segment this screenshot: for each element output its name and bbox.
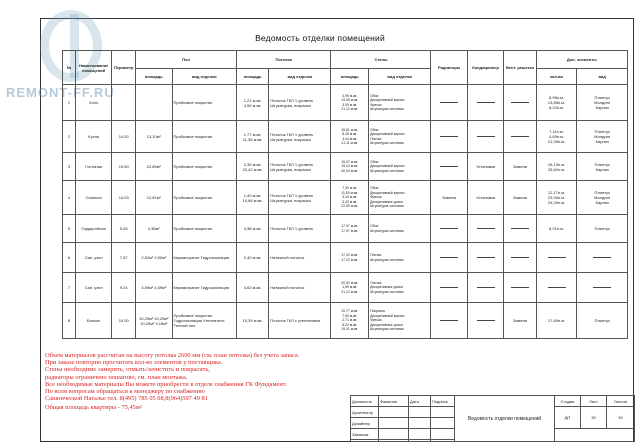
note-line: Сашнической Наталье тел. 8(495) 785 05 08,8(964)597 49 81 (45, 395, 208, 403)
cell-extra-qty-line: 21,09п.м. (547, 139, 566, 144)
cell-extra-kind-line: Плинтус (594, 190, 610, 195)
cell-wall-area-line: 4,99 м.кв. (342, 93, 358, 98)
empty-dash (511, 102, 529, 103)
cell-floor-area: 12,61м² (136, 181, 173, 215)
cell-wall-area-line: 11,50 м.кв. (341, 190, 359, 195)
cell-wall-area (331, 215, 369, 243)
cell-floor-area: 4,38м² (136, 215, 173, 243)
cell-ceiling-type-line: Штукатурка, покраска (270, 102, 311, 108)
th-wall-area: площадь (331, 69, 369, 85)
cell-wall-area-line: 22,50 м.кв. (341, 204, 359, 209)
table-row (63, 153, 628, 181)
note-line: Общая площадь квартиры - 75,45м² (45, 404, 142, 412)
empty-dash (440, 257, 458, 258)
cell-wall-area-line: 15,07 м.кв. (341, 159, 359, 164)
cell-ceiling-area (236, 121, 268, 153)
empty-dash (440, 136, 458, 137)
cell-ceiling-area-line: 4,59 м.кв. (243, 102, 262, 108)
empty-dash (593, 287, 611, 288)
empty-dash (477, 320, 495, 321)
cell-extra-kind-line: Молдинг (594, 134, 611, 139)
stamp-h-sign: Подпись (431, 396, 455, 407)
cell-extra-qty (536, 153, 577, 181)
cell-wall-type-line: Штукатурка чистовая (370, 257, 404, 262)
cell-room-name: Спальня (75, 181, 112, 215)
note-line: Стены необходимо замерить, отмыть/зачистить и покрасить, (45, 366, 210, 374)
cell-wall-type (369, 243, 431, 273)
cell-ceiling-area (236, 273, 268, 303)
cell-vents: Замена (504, 181, 536, 215)
cell-room-name: Гостиная (75, 153, 112, 181)
cell-radiators (431, 85, 468, 121)
cell-room-name: Сан. узел (75, 273, 112, 303)
cell-extra-qty-line: 8,01п.м. (549, 226, 564, 231)
empty-dash (511, 257, 529, 258)
cell-ceiling-type-line: Потолок ГКЛ 1 уровень (270, 97, 314, 103)
cell-floor-type: Пробковое покрытие (172, 215, 236, 243)
cell-wall-area-line: 16,81 м.кв. (341, 127, 359, 132)
stamp-sheets-label: Листов (607, 396, 635, 407)
note-line: Объем материалов рассчитан на высоту потолка 2600 мм (см. план потолка) без учета запаса. (45, 352, 300, 359)
cell-extra-kind-line: Карниз (595, 139, 609, 144)
cell-perimeter: 7.87 (112, 243, 136, 273)
cell-vents (504, 243, 536, 273)
cell-wall-area-line: 17,07 м.кв. (341, 228, 359, 233)
cell-wall-area (331, 181, 369, 215)
cell-extra-kind (577, 85, 628, 121)
cell-wall-type-line: Обои (370, 93, 379, 98)
cell-ceiling-area (236, 303, 268, 339)
cell-wall-area (331, 243, 369, 273)
cell-radiators (431, 153, 468, 181)
table-row (63, 85, 628, 121)
cell-perimeter: 14.52 (112, 121, 136, 153)
empty-dash (548, 257, 566, 258)
empty-dash (477, 287, 495, 288)
cell-num: 2 (63, 121, 76, 153)
cell-conditioners (467, 303, 504, 339)
empty-dash (511, 228, 529, 229)
cell-extra-qty-line: 15,13п.м. (547, 161, 566, 167)
empty-dash (477, 257, 495, 258)
cell-ceiling-area-line: 4,63 м.кв. (243, 285, 262, 290)
cell-wall-type-line: Декоративный кирпич (370, 98, 405, 102)
cell-extra-qty-line: 12,17п.м. (547, 190, 566, 195)
cell-wall-area-line: 3,09 м.кв. (342, 102, 358, 107)
cell-wall-type-line: Фреска (370, 318, 382, 323)
cell-radiators (431, 303, 468, 339)
th-conditioners: Кондиционер (467, 51, 504, 85)
cell-radiators (431, 243, 468, 273)
cell-extra-qty (536, 121, 577, 153)
cell-ceiling-area-line: 1,21 м.кв. (243, 97, 262, 103)
th-ceiling-type: вид отделки (269, 69, 331, 85)
cell-ceiling-type-line: Потолок ГКЛ 1 уровень (270, 161, 314, 167)
cell-num: 6 (63, 243, 76, 273)
table-row (63, 181, 628, 215)
cell-extra-qty (536, 303, 577, 339)
stamp-sheet: 30 (581, 407, 607, 429)
cell-extra-kind-line: Плинтус (594, 226, 610, 231)
cell-room-name: Гардеробная (75, 215, 112, 243)
th-wall-type: вид отделки (369, 69, 431, 85)
cell-perimeter (112, 85, 136, 121)
cell-wall-type-line: Декоративный кирпич (370, 132, 405, 136)
cell-wall-type-line: Фреска (370, 195, 382, 200)
cell-perimeter: 5.05 (112, 215, 136, 243)
cell-wall-area-line: 17,22 м.кв. (341, 253, 359, 257)
cell-wall-area-line: 19,01 м.кв. (341, 327, 359, 332)
cell-room-name: Сан. узел (75, 243, 112, 273)
cell-wall-area-line: 7,50 м.кв. (342, 313, 358, 318)
cell-floor-type: Пробковое покрытие (172, 153, 236, 181)
cell-conditioners (467, 121, 504, 153)
cell-ceiling-type (269, 181, 331, 215)
cell-conditioners (467, 243, 504, 273)
cell-vents (504, 273, 536, 303)
cell-wall-area-line: 3,32 м.кв. (342, 199, 358, 204)
cell-num: 1 (63, 85, 76, 121)
th-perimeter: Периметр (112, 51, 136, 85)
cell-wall-type-line: Обои (370, 159, 379, 164)
cell-extra-qty-line: 17,60п.м. (547, 318, 566, 323)
cell-ceiling-type-line: Потолок ГКЛ 1 уровень (270, 192, 314, 198)
cell-wall-type-line: Плитка (370, 136, 382, 141)
cell-wall-area (331, 303, 369, 339)
cell-ceiling-area (236, 153, 268, 181)
cell-ceiling-type (269, 153, 331, 181)
cell-ceiling-area-line: 1,40 м.кв. (243, 192, 262, 198)
cell-wall-type-line: Декоративный кирпич (370, 164, 405, 169)
cell-wall-type-line: Штукатурка чистовая (370, 327, 404, 332)
cell-conditioners: Установка (467, 181, 504, 215)
table-row (63, 215, 628, 243)
stamp-doc-name: Ведомость отделки помещений (455, 396, 555, 442)
cell-wall-area-line: 8,22 м.кв. (342, 322, 358, 327)
stamp-stage: ДП (555, 407, 581, 429)
th-floor-area: площадь (136, 69, 173, 85)
th-ceiling-area: площадь (236, 69, 268, 85)
cell-wall-type-line: Плитка (370, 280, 382, 285)
cell-conditioners (467, 273, 504, 303)
cell-extra-kind-line: Плинтус (594, 318, 610, 323)
cell-wall-type-line: Плитка (370, 253, 382, 257)
cell-wall-type-line: Декоративный кирпич (370, 313, 405, 318)
cell-wall-area-line: 2,71 м.кв. (342, 318, 358, 323)
cell-wall-area (331, 121, 369, 153)
cell-ceiling-area-line: 2,40 м.кв. (243, 255, 262, 260)
table-row (63, 273, 628, 303)
stamp-h-surname: Фамилия (379, 396, 409, 407)
cell-wall-area-line: 8,45 м.кв. (342, 132, 358, 136)
cell-wall-type-line: Штукатурка чистовая (370, 228, 404, 233)
cell-wall-type-line: Обои (370, 224, 379, 228)
cell-extra-qty-line: 25,62п.м. (547, 166, 566, 172)
cell-wall-area-line: 10,77 м.кв. (341, 309, 359, 314)
cell-wall-type-line: Фреска (370, 102, 382, 107)
note-line: При заказе повторно просчитать кол-во элементов у поставщика. (45, 359, 223, 367)
table-subheader-row (63, 69, 628, 85)
cell-radiators: Замена (431, 181, 468, 215)
empty-dash (440, 320, 458, 321)
table-row (63, 303, 628, 339)
cell-floor-type: Пробковое покрытие (172, 85, 236, 121)
cell-extra-qty (536, 181, 577, 215)
cell-conditioners (467, 85, 504, 121)
cell-wall-type (369, 85, 431, 121)
table-row (63, 243, 628, 273)
cell-wall-area-line: 40,04 м.кв. (341, 168, 359, 173)
cell-extra-qty-line: 13,85п.м. (547, 100, 566, 105)
title-block (350, 395, 634, 442)
cell-ceiling-type-line: Штукатурка, покраска (270, 136, 311, 142)
note-line: По всем вопросам обращаться к менеджеру по снабжению (45, 388, 205, 396)
cell-extra-kind (577, 215, 628, 243)
cell-wall-type (369, 153, 431, 181)
cell-extra-kind (577, 273, 628, 303)
cell-wall-type (369, 215, 431, 243)
cell-perimeter: 9.24 (112, 273, 136, 303)
cell-floor-area: 4,59м² 4,59м² (136, 273, 173, 303)
cell-perimeter: 10.00 (112, 303, 136, 339)
empty-dash (477, 136, 495, 137)
cell-radiators (431, 215, 468, 243)
cell-extra-kind-line: Плинтус (594, 161, 610, 167)
cell-wall-type-line: Обои (370, 186, 379, 191)
cell-wall-area-line: 3,10 м.кв. (342, 195, 358, 200)
cell-floor-type: Пробковое покрытие (172, 181, 236, 215)
cell-wall-area-line: 21,12 м.кв. (341, 107, 359, 111)
cell-ceiling-area-line: 4,38 м.кв. (243, 226, 262, 231)
cell-floor-area: 13,10м² (136, 121, 173, 153)
cell-wall-type-line: Покраска (370, 309, 385, 314)
cell-ceiling-type-line: Штукатурка, покраска (270, 197, 311, 203)
cell-extra-kind-line: Плинтус (594, 95, 610, 100)
cell-wall-area-line: 17,07 м.кв. (341, 224, 359, 228)
cell-wall-area (331, 153, 369, 181)
cell-extra-qty (536, 215, 577, 243)
cell-ceiling-type (269, 303, 331, 339)
stamp-role: Архитектор (351, 407, 379, 418)
cell-num: 4 (63, 181, 76, 215)
cell-ceiling-type-line: Потолок ГКЛ 1 уровень (270, 226, 314, 231)
cell-wall-type-line: Декоративные доски (370, 285, 403, 290)
cell-ceiling-type-line: Потолок ГКЛ с утеплением (270, 318, 321, 323)
cell-ceiling-area-line: 2,35 м.кв. (243, 161, 262, 167)
cell-wall-area-line: 7,30 м.кв. (342, 186, 358, 191)
cell-ceiling-area-line: 20,42 м.кв. (242, 166, 263, 172)
cell-wall-type (369, 121, 431, 153)
th-floor: Пол (136, 51, 237, 69)
note-line: радиаторы ограничено пошагово, см. план монтажа. (45, 373, 188, 381)
th-extra-kind: вид (577, 69, 628, 85)
cell-perimeter: 14.03 (112, 181, 136, 215)
cell-room-name: Кухня (75, 121, 112, 153)
cell-wall-area-line: 21,11 м.кв. (341, 141, 359, 145)
cell-wall-type-line: Декоративный кирпич (370, 190, 405, 195)
cell-extra-qty (536, 273, 577, 303)
cell-extra-kind-line: Молдинг (594, 195, 611, 200)
th-extra-elements: Доп. элементы (536, 51, 627, 69)
cell-ceiling-type-line: Натяжной потолок (270, 285, 305, 290)
cell-ceiling-type (269, 85, 331, 121)
cell-ceiling-area-line: 10,66 м.кв. (242, 197, 263, 203)
cell-floor-type: Керамогранит Гидроизоляция (172, 243, 236, 273)
cell-wall-area (331, 85, 369, 121)
cell-wall-area-line: 20,52 м.кв. (341, 280, 359, 285)
notes-block (45, 352, 350, 412)
cell-ceiling-area (236, 243, 268, 273)
cell-wall-area-line: 15,12 м.кв. (341, 164, 359, 169)
stamp-role: Заказчик (351, 429, 379, 440)
cell-vents (504, 121, 536, 153)
cell-floor-area: 2,52м² 2,50м² (136, 243, 173, 273)
table-row (63, 121, 628, 153)
cell-ceiling-type (269, 215, 331, 243)
cell-floor-area: 22,85м² (136, 153, 173, 181)
cell-ceiling-type (269, 121, 331, 153)
cell-floor-area: 10,29м² 10,29м² 10,29м² 9,18м² (136, 303, 173, 339)
cell-wall-type (369, 181, 431, 215)
cell-extra-kind (577, 121, 628, 153)
cell-num: 5 (63, 215, 76, 243)
empty-dash (511, 136, 529, 137)
cell-wall-type (369, 303, 431, 339)
cell-extra-kind-line: Плинтус (594, 129, 610, 134)
cell-wall-area-line: 1,59 м.кв. (342, 285, 358, 290)
cell-wall-area-line: 4,04 м.кв. (342, 136, 358, 141)
th-num: № (63, 51, 76, 85)
cell-room-name: Холл (75, 85, 112, 121)
cell-extra-qty (536, 85, 577, 121)
cell-wall-type-line: Штукатурка чистовая (370, 107, 404, 111)
cell-ceiling-area (236, 181, 268, 215)
cell-ceiling-type-line: Натяжной потолок (270, 255, 305, 260)
th-radiators: Радиаторы (431, 51, 468, 85)
cell-conditioners: Установка (467, 153, 504, 181)
cell-radiators (431, 121, 468, 153)
cell-ceiling-area (236, 85, 268, 121)
cell-vents (504, 85, 536, 121)
cell-ceiling-area-line: 1,77 м.кв. (243, 131, 262, 137)
empty-dash (440, 166, 458, 167)
cell-extra-kind (577, 243, 628, 273)
cell-extra-qty-line: 23,90п.м. (547, 195, 566, 200)
cell-vents: Замена (504, 303, 536, 339)
th-vent-grilles: Вент. решетки (504, 51, 536, 85)
cell-ceiling-type-line: Штукатурка, покраска (270, 166, 311, 172)
cell-ceiling-type (269, 273, 331, 303)
cell-extra-kind-line: Молдинг (594, 100, 611, 105)
cell-wall-type-line: Штукатурка чистовая (370, 289, 404, 294)
empty-dash (440, 287, 458, 288)
stamp-stage-label: Стадия (555, 396, 581, 407)
cell-floor-area (136, 85, 173, 121)
empty-dash (477, 228, 495, 229)
cell-room-name: Балкон (75, 303, 112, 339)
table-header-row (63, 51, 628, 69)
cell-extra-qty-line: 4,65п.м. (549, 134, 564, 139)
note-line: Все необходимые материалы Вы можете приобрести в отделе снабжения ГК Фундамент. (45, 380, 287, 388)
cell-radiators (431, 273, 468, 303)
cell-num: 3 (63, 153, 76, 181)
th-floor-type: вид отделки (172, 69, 236, 85)
cell-extra-qty-line: 24,00п.м. (547, 200, 566, 205)
stamp-sheet-label: Лист (581, 396, 607, 407)
cell-vents: Замена (504, 153, 536, 181)
cell-extra-kind (577, 181, 628, 215)
cell-vents (504, 215, 536, 243)
empty-dash (440, 228, 458, 229)
cell-extra-qty-line: 8,22п.м. (549, 105, 564, 110)
cell-num: 7 (63, 273, 76, 303)
cell-num: 8 (63, 303, 76, 339)
cell-ceiling-area-line: 11,35 м.кв. (242, 136, 263, 142)
watermark-text: REMONT-FF.RU (6, 85, 115, 100)
th-extra-qty: кол-во (536, 69, 577, 85)
empty-dash (593, 257, 611, 258)
cell-wall-type (369, 273, 431, 303)
cell-extra-kind-line: Карниз (595, 166, 609, 172)
cell-floor-type: Пробковое покрытие (172, 121, 236, 153)
cell-ceiling-type (269, 243, 331, 273)
cell-extra-kind (577, 153, 628, 181)
cell-wall-type-line: Штукатурка чистовая (370, 204, 404, 209)
th-ceiling: Потолок (236, 51, 331, 69)
cell-wall-type-line: Штукатурка чистовая (370, 168, 404, 173)
page-title: Ведомость отделки помещений (255, 33, 385, 43)
th-room-name: Наименование помещений (75, 51, 112, 85)
cell-perimeter: 19.60 (112, 153, 136, 181)
cell-floor-type: Керамогранит Гидроизоляция (172, 273, 236, 303)
th-walls: Стены (331, 51, 431, 69)
cell-ceiling-type-line: Потолок ГКЛ 1 уровень (270, 131, 314, 137)
cell-wall-area (331, 273, 369, 303)
cell-wall-type-line: Декоративные доски (370, 322, 403, 327)
cell-wall-area-line: 13,05 м.кв. (341, 98, 359, 102)
cell-wall-type-line: Обои (370, 127, 379, 132)
cell-ceiling-area-line: 10,39 м.кв. (242, 318, 263, 323)
cell-floor-type: Пробковое покрытие Гидроизоляция Утеплитель Теплый пол (172, 303, 236, 339)
cell-extra-kind (577, 303, 628, 339)
finish-table (62, 50, 628, 339)
cell-wall-area-line: 17,22 м.кв. (341, 257, 359, 262)
cell-wall-type-line: Штукатурка чистовая (370, 141, 404, 145)
cell-extra-kind-line: Карниз (595, 200, 609, 205)
empty-dash (548, 287, 566, 288)
cell-extra-kind-line: Карниз (595, 105, 609, 110)
empty-dash (440, 102, 458, 103)
cell-extra-qty (536, 243, 577, 273)
cell-conditioners (467, 215, 504, 243)
cell-extra-qty-line: 7,11п.м. (549, 129, 564, 134)
empty-dash (477, 102, 495, 103)
stamp-sheets: 30 (607, 407, 635, 429)
stamp-h-position: Должность (351, 396, 379, 407)
cell-wall-area-line: 21,12 м.кв. (341, 289, 359, 294)
stamp-role: Дизайнер (351, 418, 379, 429)
cell-wall-type-line: Декоративные доски (370, 199, 403, 204)
stamp-h-date: Дата (409, 396, 431, 407)
empty-dash (511, 287, 529, 288)
cell-extra-qty-line: 8,95п.м. (549, 95, 564, 100)
cell-ceiling-area (236, 215, 268, 243)
